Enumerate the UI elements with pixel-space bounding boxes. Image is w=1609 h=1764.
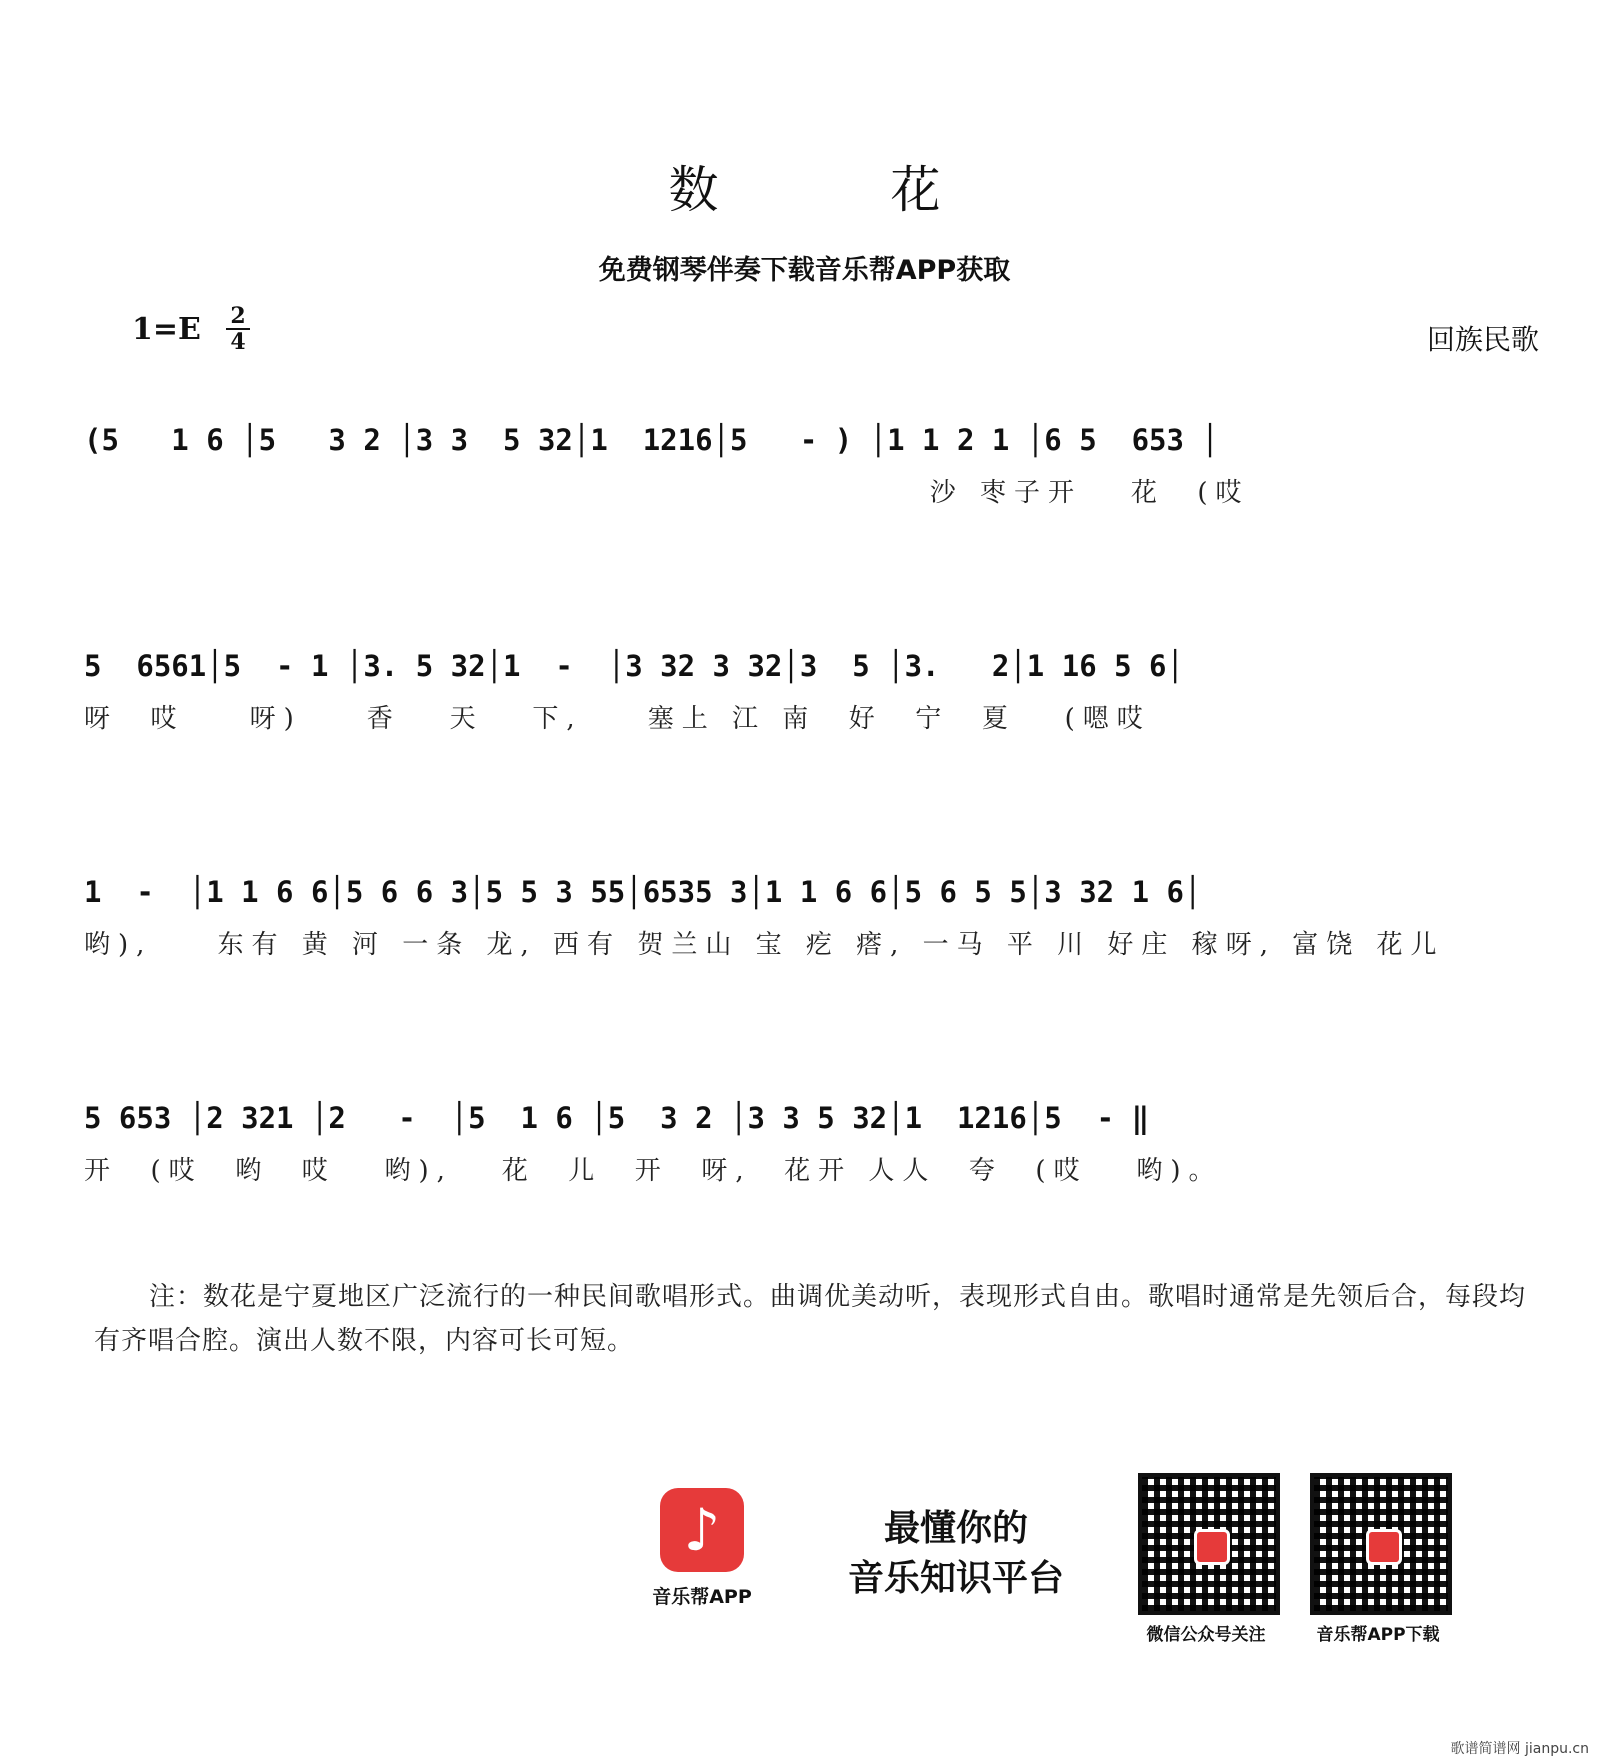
qr-center-logo-icon <box>1366 1529 1402 1565</box>
score-title: 数 花 <box>668 161 1019 219</box>
music-app-logo-icon[interactable] <box>660 1488 744 1572</box>
notation-line: 5 653 │2 321 │2 - │5 1 6 │5 3 2 │3 3 5 32│1 1216│5 - ‖ <box>84 1101 1150 1135</box>
time-signature <box>226 305 250 353</box>
app-download-qr-code-icon[interactable] <box>1310 1473 1452 1615</box>
logo-caption: 音乐帮APP <box>652 1586 752 1608</box>
music-note-icon: ♪ <box>683 1496 721 1564</box>
slogan-line-2: 音乐知识平台 <box>847 1558 1064 1599</box>
notation-line: 5 6561│5 - 1 │3. 5 32│1 - │3 32 3 32│3 5 │3. 2│1 16 5 6│ <box>84 649 1184 683</box>
qr-center-logo-icon <box>1194 1529 1230 1565</box>
site-watermark: 歌谱简谱网 jianpu.cn <box>1450 1741 1589 1757</box>
slogan-line-1: 最懂你的 <box>883 1508 1028 1549</box>
lyrics-line: 沙 枣子开 花 (哎 <box>84 478 1250 508</box>
score-line-1 <box>0 410 1609 530</box>
time-signature-bottom: 4 <box>230 329 246 355</box>
score-line-3 <box>0 862 1609 982</box>
notation-line: 1 - │1 1 6 6│5 6 6 3│5 5 3 55│6535 3│1 1 6 6│5 6 5 5│3 32 1 6│ <box>84 875 1202 909</box>
notation-line: (5 1 6 │5 3 2 │3 3 5 32│1 1216│5 - ) │1 1 2 1 │6 5 653 │ <box>84 423 1219 457</box>
lyrics-line: 开 (哎 哟 哎 哟), 花 儿 开 呀, 花开 人人 夸 (哎 哟)。 <box>84 1156 1223 1186</box>
qr-caption-wechat: 微信公众号关注 <box>1146 1625 1266 1645</box>
lyrics-line: 呀 哎 呀) 香 天 下, 塞上 江 南 好 宁 夏 (嗯哎 <box>84 704 1151 734</box>
time-signature-top: 2 <box>230 303 246 329</box>
lyrics-line: 哟), 东有 黄 河 一条 龙, 西有 贺兰山 宝 疙 瘩, 一马 平 川 好庄 稼呀, 富饶 花儿 <box>84 930 1445 960</box>
wechat-qr-code-icon[interactable] <box>1138 1473 1280 1615</box>
score-line-4 <box>0 1088 1609 1208</box>
song-origin: 回族民歌 <box>1426 323 1539 356</box>
score-subtitle: 免费钢琴伴奏下载音乐帮APP获取 <box>598 255 1011 286</box>
performance-note: 注：数花是宁夏地区广泛流行的一种民间歌唱形式。曲调优美动听，表现形式自由。歌唱时通常是先领后合，每段均有齐唱合腔。演出人数不限，内容可长可短。 <box>94 1282 1527 1356</box>
qr-caption-app: 音乐帮APP下载 <box>1316 1625 1440 1645</box>
score-line-2 <box>0 636 1609 756</box>
key-signature: 1=E <box>132 312 201 347</box>
